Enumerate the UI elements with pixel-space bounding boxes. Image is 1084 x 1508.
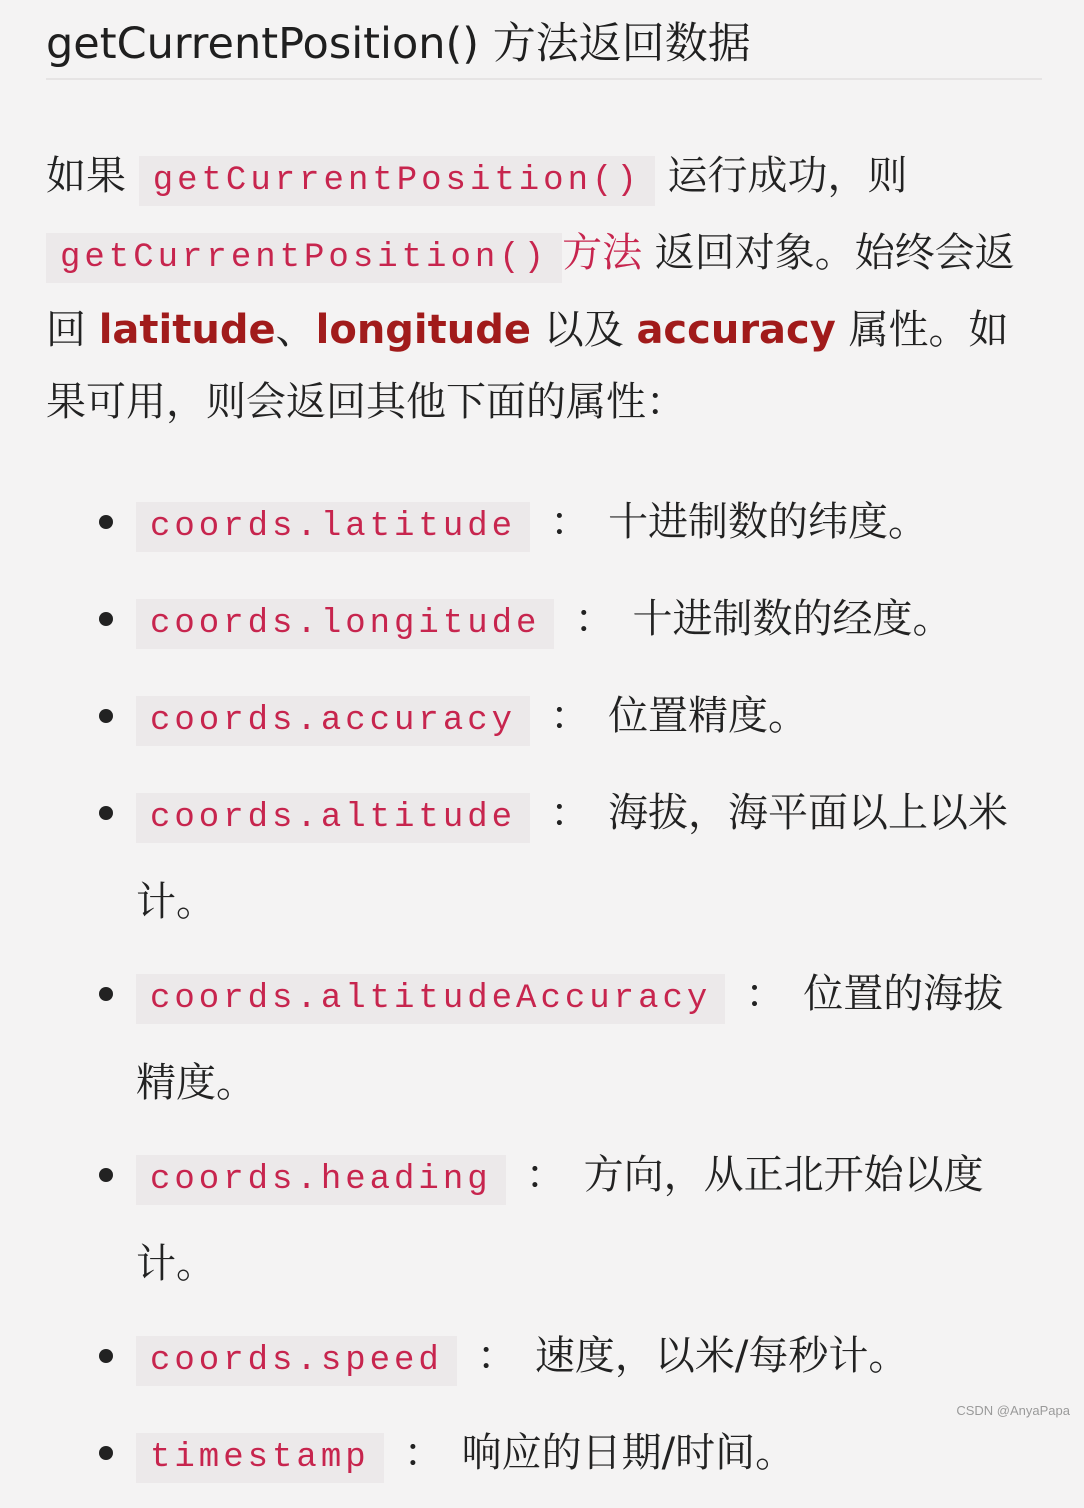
- list-item: [46, 1411, 1042, 1500]
- property-description: 十进制数的经度。: [632, 596, 953, 642]
- intro-text-3: 返回对象。始终会返回: [46, 230, 1015, 353]
- keyword-accuracy: accuracy: [636, 307, 836, 353]
- property-code: coords.longitude: [136, 599, 554, 649]
- property-code: coords.altitude: [136, 793, 530, 843]
- property-code: coords.latitude: [136, 502, 530, 552]
- separator: ：: [550, 499, 591, 545]
- inline-code-getcurrentposition: getCurrentPosition(): [139, 156, 655, 206]
- list-item: [46, 577, 1042, 666]
- separator: ：: [550, 790, 591, 836]
- separator: ：: [525, 1152, 566, 1198]
- intro-text-6: 属性。如果可用，则会返回其他下面的属性：: [46, 307, 1009, 425]
- bullet-icon: [99, 709, 113, 723]
- property-description: 速度，以米/每秒计。: [534, 1333, 909, 1379]
- intro-paragraph: [46, 140, 1042, 438]
- property-description: 位置精度。: [608, 693, 809, 739]
- property-description: 响应的日期/时间。: [461, 1430, 796, 1476]
- intro-text-5: 以及: [543, 307, 624, 353]
- article: [46, 0, 1042, 1508]
- property-code: timestamp: [136, 1433, 384, 1483]
- property-list: [46, 480, 1042, 1500]
- bullet-icon: [99, 1168, 113, 1182]
- list-item: [46, 771, 1042, 944]
- method-keyword: 方法: [562, 230, 643, 276]
- list-item: [46, 952, 1042, 1125]
- bullet-icon: [99, 806, 113, 820]
- bullet-icon: [99, 515, 113, 529]
- bullet-icon: [99, 1349, 113, 1363]
- property-description: 位置的海拔精度。: [136, 971, 1004, 1106]
- separator: ：: [745, 971, 786, 1017]
- property-description: 方向，从正北开始以度计。: [136, 1152, 984, 1287]
- keyword-longitude: longitude: [315, 307, 531, 353]
- property-description: 海拔，海平面以上以米计。: [136, 790, 1009, 925]
- keyword-latitude: latitude: [98, 307, 276, 353]
- property-code: coords.accuracy: [136, 696, 530, 746]
- property-description: 十进制数的纬度。: [608, 499, 929, 545]
- separator: ：: [550, 693, 591, 739]
- list-item: [46, 1314, 1042, 1403]
- bullet-icon: [99, 612, 113, 626]
- list-item: [46, 674, 1042, 763]
- list-item: [46, 1133, 1042, 1306]
- separator: ：: [574, 596, 615, 642]
- intro-text-4: 、: [275, 307, 316, 353]
- watermark: CSDN @AnyaPapa: [956, 1403, 1070, 1418]
- bullet-icon: [99, 987, 113, 1001]
- inline-code-getcurrentposition-2: getCurrentPosition(): [46, 233, 562, 283]
- separator: ：: [403, 1430, 444, 1476]
- intro-text-1: 如果: [46, 153, 126, 199]
- intro-text-2: 运行成功，则: [667, 153, 908, 199]
- property-code: coords.speed: [136, 1336, 457, 1386]
- list-item: [46, 480, 1042, 569]
- property-code: coords.heading: [136, 1155, 506, 1205]
- page-title: getCurrentPosition() 方法返回数据: [46, 0, 1042, 80]
- property-code: coords.altitudeAccuracy: [136, 974, 725, 1024]
- bullet-icon: [99, 1446, 113, 1460]
- separator: ：: [476, 1333, 517, 1379]
